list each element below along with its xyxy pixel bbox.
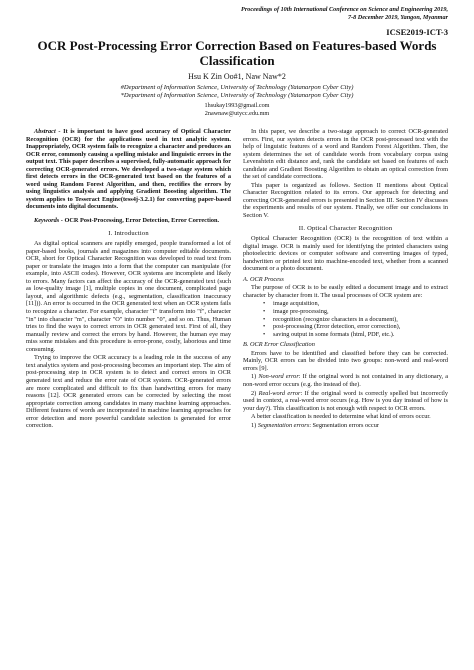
authors: Hsu K Zin Oo#1, Naw Naw*2	[188, 71, 286, 81]
affiliation-2: *Department of Information Science, University of Technology (Yatanarpon Cyber City)	[120, 91, 354, 99]
list-item: • image pre-processing,	[273, 308, 448, 316]
right-column	[243, 128, 448, 431]
keywords-label: Keywords	[34, 217, 60, 225]
email-2: 2nawnaw@utycc.edu.mm	[204, 110, 270, 117]
right-paragraph-2: This paper is organized as follows. Section II mentions about Optical Character Recognition related to its errors. Our approach for detecting and correcting OCR-generated errors is presented in Section III. Section IV discusses the experiments and results of our system. Finally, we offer our conclusions in Section V.	[243, 181, 448, 220]
list-item: • recognition (recognize characters in a document),	[273, 316, 448, 324]
subsection-ocr-process: A. OCR Process	[243, 275, 284, 283]
header-line-1: Proceedings of 10th International Conference on Science and Engineering 2019,	[241, 6, 448, 13]
list-item: • saving output in some formats (html, PDF, etc.).	[273, 331, 448, 339]
item-number: 1)	[251, 373, 257, 381]
better-classification-paragraph: A better classification is needed to determine what kind of errors occur.	[251, 413, 431, 421]
section-heading-introduction: I. Introduction	[108, 229, 149, 237]
paper-title: OCR Post-Processing Error Correction Based on Features-based Words Classification	[37, 37, 437, 68]
abstract-label: Abstract	[34, 128, 56, 135]
intro-paragraph-2: Trying to improve the OCR accuracy is a leading role in the success of any text analytics system and post-processing becomes an important step. The aim of post-processing step in OCR system is to detect and correct errors in OCR generated text and reduce the error rate of OCR system. OCR-generated errors are more complicated and difficult to fix than handwriting errors for many reasons [12]. OCR generated errors can be corrected by selecting the most appropriate correction among candidates in many machine learning approaches. Different features of words are incorporated in machine learning approaches for error detection and more powerful candidate selection is generated for error correction.	[26, 354, 231, 430]
intro-paragraph-1: As digital optical scanners are rapidly emerged, people transformed a lot of paper-based books, journals and magazines into computer editable documents. OCR, short for Optical Character Recognition was developed to read text from paper or translate the images into a form that the computer can manipulate (for example, into ASCII codes). However, OCR systems are incomplete and likely to errors. Many factors can affect the accuracy of the OCR-generated text (such as low-quality image [1], multiple copies in one document, complicated page layout, and algorithmic defects (e.g., segmentation, classification inaccuracy [11])). An error is occurred in the OCR generated text when an OCR system fails to recognize a character. For example, character "f" transform into "f", character "in" into character "m", character "O" into number "0", and so on. Thus, Human tries to find the ways to correct errors in OCR generated text. First of all, they manually review and correct the errors by hand. However, the human eye may miss some mistakes and this procedure is error-prone, costly, laborious and time consuming.	[26, 240, 231, 353]
item-number: 1)	[251, 421, 257, 429]
keywords	[26, 217, 231, 225]
proceedings-header	[26, 6, 448, 22]
email-1: 1hsukay1993@gmail.com	[204, 102, 270, 109]
non-word-error-item	[243, 373, 448, 388]
error-classification-paragraph: Errors have to be identified and classified before they can be corrected. Mainly, OCR errors can be divided into two groups: non-word and real-word errors [9].	[243, 349, 448, 372]
section-heading-ocr: II. Optical Character Recognition	[298, 224, 393, 232]
ocr-process-list	[243, 300, 448, 338]
item-label: Segmentation errors	[257, 421, 310, 429]
item-text: : If the original word is not contained in any dictionary, a non-word error occurs (e.g. tho instead of the).	[243, 373, 448, 388]
item-text: : If the original word is correctly spelled but incorrectly used in context, a real-word error occurs (e.g. How is you day instead of how is your day?). This classification is not enough with respect to OCR errors.	[243, 389, 448, 412]
list-item: • image acquisition,	[273, 300, 448, 308]
keywords-text: - OCR Post-Processing, Error Detection, Error Correction.	[60, 217, 220, 225]
right-paragraph-1: In this paper, we describe a two-stage approach to correct OCR-generated errors. First, our system detects errors in the OCR post-processed text with the help of linguistic features of a word and Random Forest Algorithm. Then, the system determines the set of candidate words from vocabulary corpus using Levenshtein edit distance and, rank the candidate set based on features of each candidate and Gradient Boosting Algorithm to obtain an optical correction from the set of candidate corrections.	[243, 128, 448, 181]
segmentation-error-item	[243, 422, 448, 430]
item-text: : Segmentation errors occur	[309, 421, 379, 429]
ocr-process-paragraph: The purpose of OCR is to be easily edited a document image and to extract character by character from it. The usual processes of OCR system are:	[243, 284, 448, 299]
paper-code: ICSE2019-ICT-3	[386, 26, 448, 37]
abstract-text: - It is important to have good accuracy of Optical Character Recognition (OCR) for the applications used in text analytic system. Inappropriately, OCR system fails to recognize a character and produces an OCR error, commonly causing a spelling mistake and linguistic errors in the output text. This paper describes a supervised, fully-automatic approach for correcting OCR-generated errors. We developed a two-stage system which first detects errors in the OCR-generated text based on the features of a word using Random Forest Algorithm, and then, rectifies the errors by using linguistics analysis and applying Gradient Boosting algorithm. The system applies to Tesseract Engine(tess4j-3.2.1) for converting paper-based documents into digital documents.	[26, 128, 232, 211]
item-number: 2)	[251, 389, 257, 397]
list-item: • post-processing (Error detection, error correction),	[273, 323, 448, 331]
header-line-2: 7-8 December 2019, Yangon, Myanmar	[347, 13, 448, 21]
affiliation-1: #Department of Information Science, University of Technology (Yatanarpon Cyber City)	[120, 83, 354, 91]
item-label: Non-word error	[258, 373, 299, 381]
abstract	[26, 128, 231, 211]
ocr-paragraph: Optical Character Recognition (OCR) is the recognition of text within a digital image. OCR is mainly used for identifying the printed characters using photoelectric devices or computer software and converting images of typed, handwritten or printed text into machine-encoded text, whether from a scanned document or a photo document.	[243, 235, 448, 273]
subsection-error-classification: B. OCR Error Classification	[243, 341, 315, 349]
real-word-error-item	[243, 390, 448, 413]
left-column	[26, 128, 231, 431]
item-label: Real-word error	[258, 389, 301, 397]
two-column-body	[26, 128, 448, 431]
